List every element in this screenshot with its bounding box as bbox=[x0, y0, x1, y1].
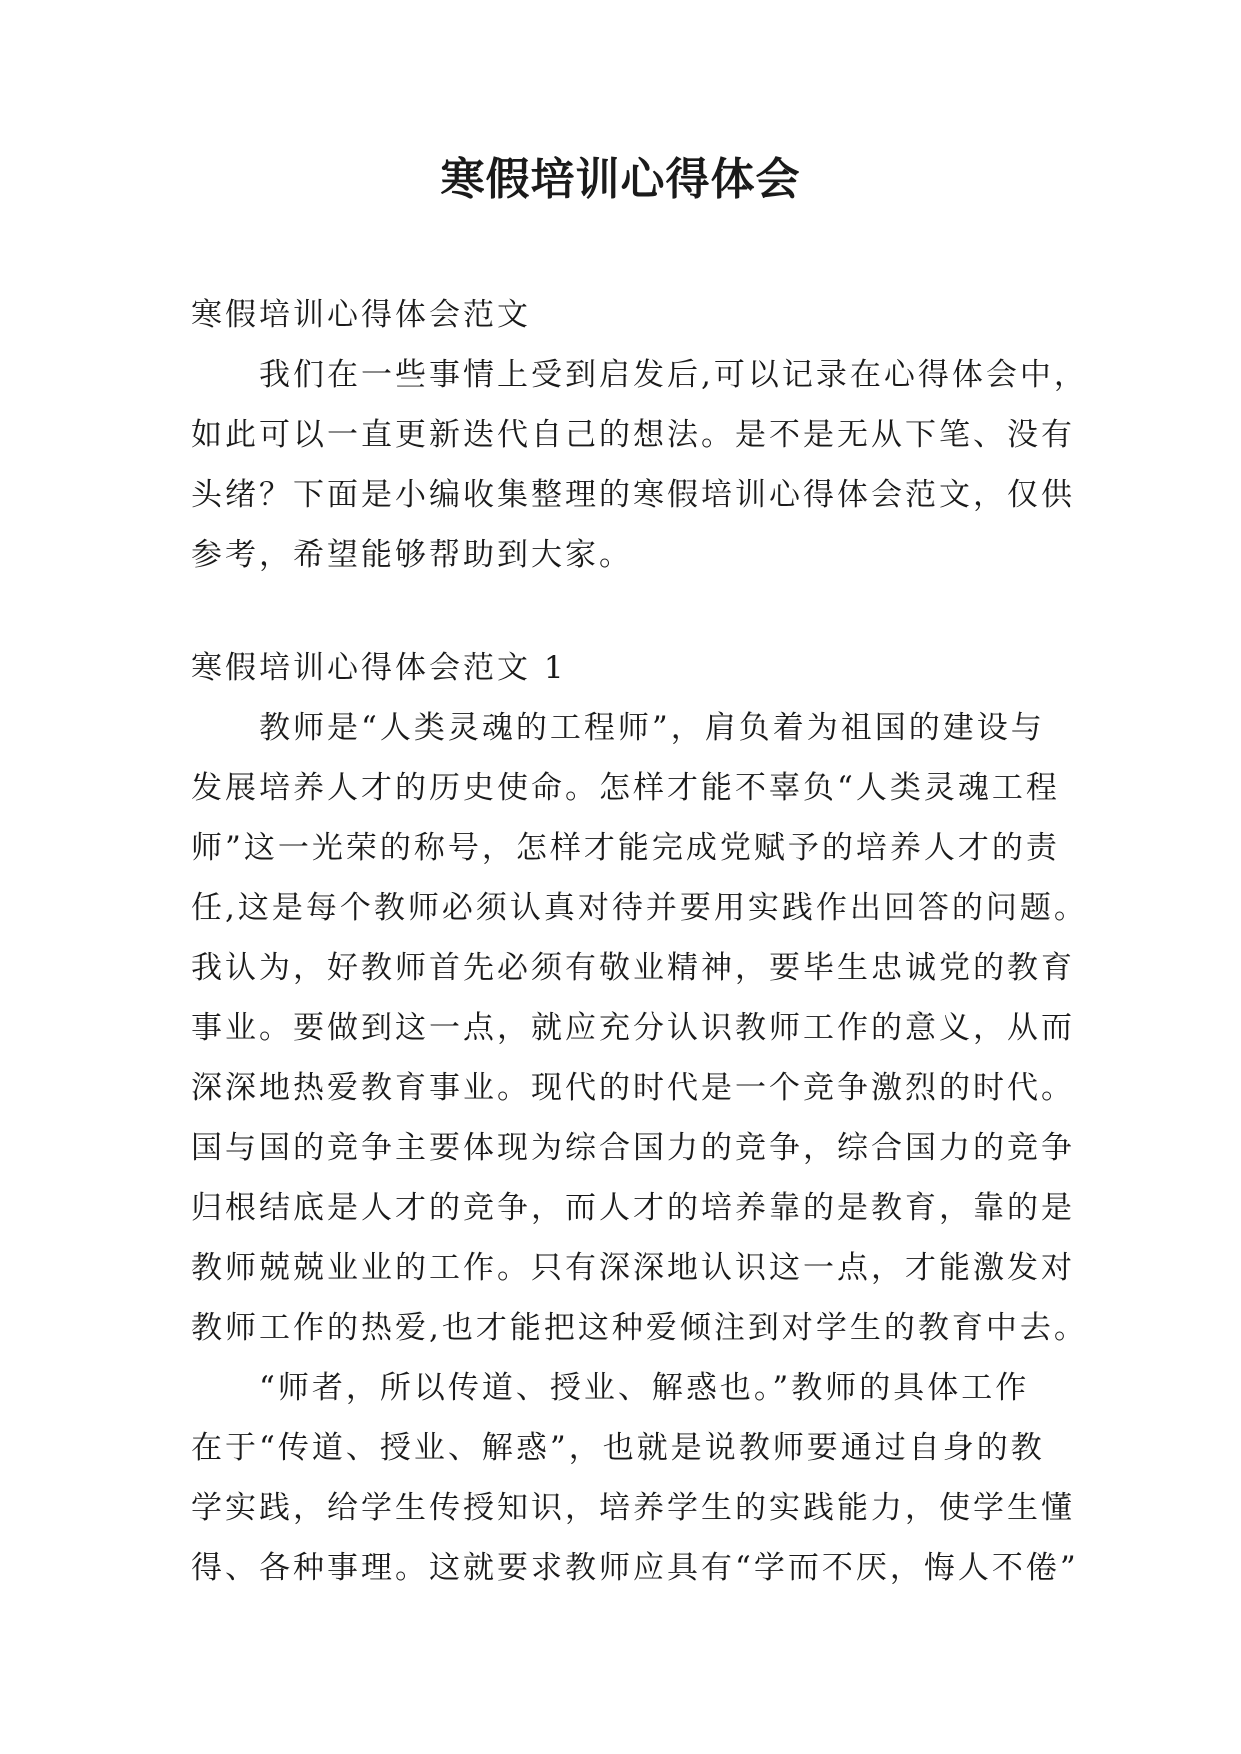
paragraph-line: 归根结底是人才的竞争，而人才的培养靠的是教育，靠的是 bbox=[191, 1190, 1075, 1226]
paragraph-line: 得、各种事理。这就要求教师应具有“学而不厌，悔人不倦” bbox=[191, 1550, 1079, 1586]
paragraph-line: 国与国的竞争主要体现为综合国力的竞争，综合国力的竞争 bbox=[191, 1130, 1075, 1166]
paragraph-line: 教师是“人类灵魂的工程师”，肩负着为祖国的建设与 bbox=[259, 710, 1045, 746]
intro-section bbox=[191, 285, 1088, 585]
document-title: 寒假培训心得体会 bbox=[440, 154, 801, 205]
paragraph-line: 我认为，好教师首先必须有敬业精神，要毕生忠诚党的教育 bbox=[191, 950, 1075, 986]
section-1-heading: 寒假培训心得体会范文 1 bbox=[191, 650, 567, 686]
paragraph-line: “师者，所以传道、授业、解惑也。”教师的具体工作 bbox=[259, 1370, 1030, 1406]
paragraph-line: 深深地热爱教育事业。现代的时代是一个竞争激烈的时代。 bbox=[191, 1070, 1075, 1106]
intro-line: 头绪？下面是小编收集整理的寒假培训心得体会范文，仅供 bbox=[191, 477, 1075, 513]
intro-heading: 寒假培训心得体会范文 bbox=[191, 297, 531, 333]
paragraph-line: 学实践，给学生传授知识，培养学生的实践能力，使学生懂 bbox=[191, 1490, 1075, 1526]
paragraph-line: 在于“传道、授业、解惑”，也就是说教师要通过自身的教 bbox=[191, 1430, 1045, 1466]
paragraph-line: 事业。要做到这一点，就应充分认识教师工作的意义，从而 bbox=[191, 1010, 1075, 1046]
intro-line: 如此可以一直更新迭代自己的想法。是不是无从下笔、没有 bbox=[191, 417, 1075, 453]
section-1 bbox=[191, 638, 1088, 1598]
paragraph-line: 教师工作的热爱,也才能把这种爱倾注到对学生的教育中去。 bbox=[191, 1310, 1088, 1346]
paragraph-line: 教师兢兢业业的工作。只有深深地认识这一点，才能激发对 bbox=[191, 1250, 1075, 1286]
paragraph-line: 发展培养人才的历史使命。怎样才能不辜负“人类灵魂工程 bbox=[191, 770, 1060, 806]
paragraph-line: 任,这是每个教师必须认真对待并要用实践作出回答的问题。 bbox=[191, 890, 1088, 926]
intro-line: 我们在一些事情上受到启发后,可以记录在心得体会中， bbox=[259, 357, 1088, 393]
intro-line: 参考，希望能够帮助到大家。 bbox=[191, 537, 633, 573]
paragraph-line: 师”这一光荣的称号，怎样才能完成党赋予的培养人才的责 bbox=[191, 830, 1060, 866]
